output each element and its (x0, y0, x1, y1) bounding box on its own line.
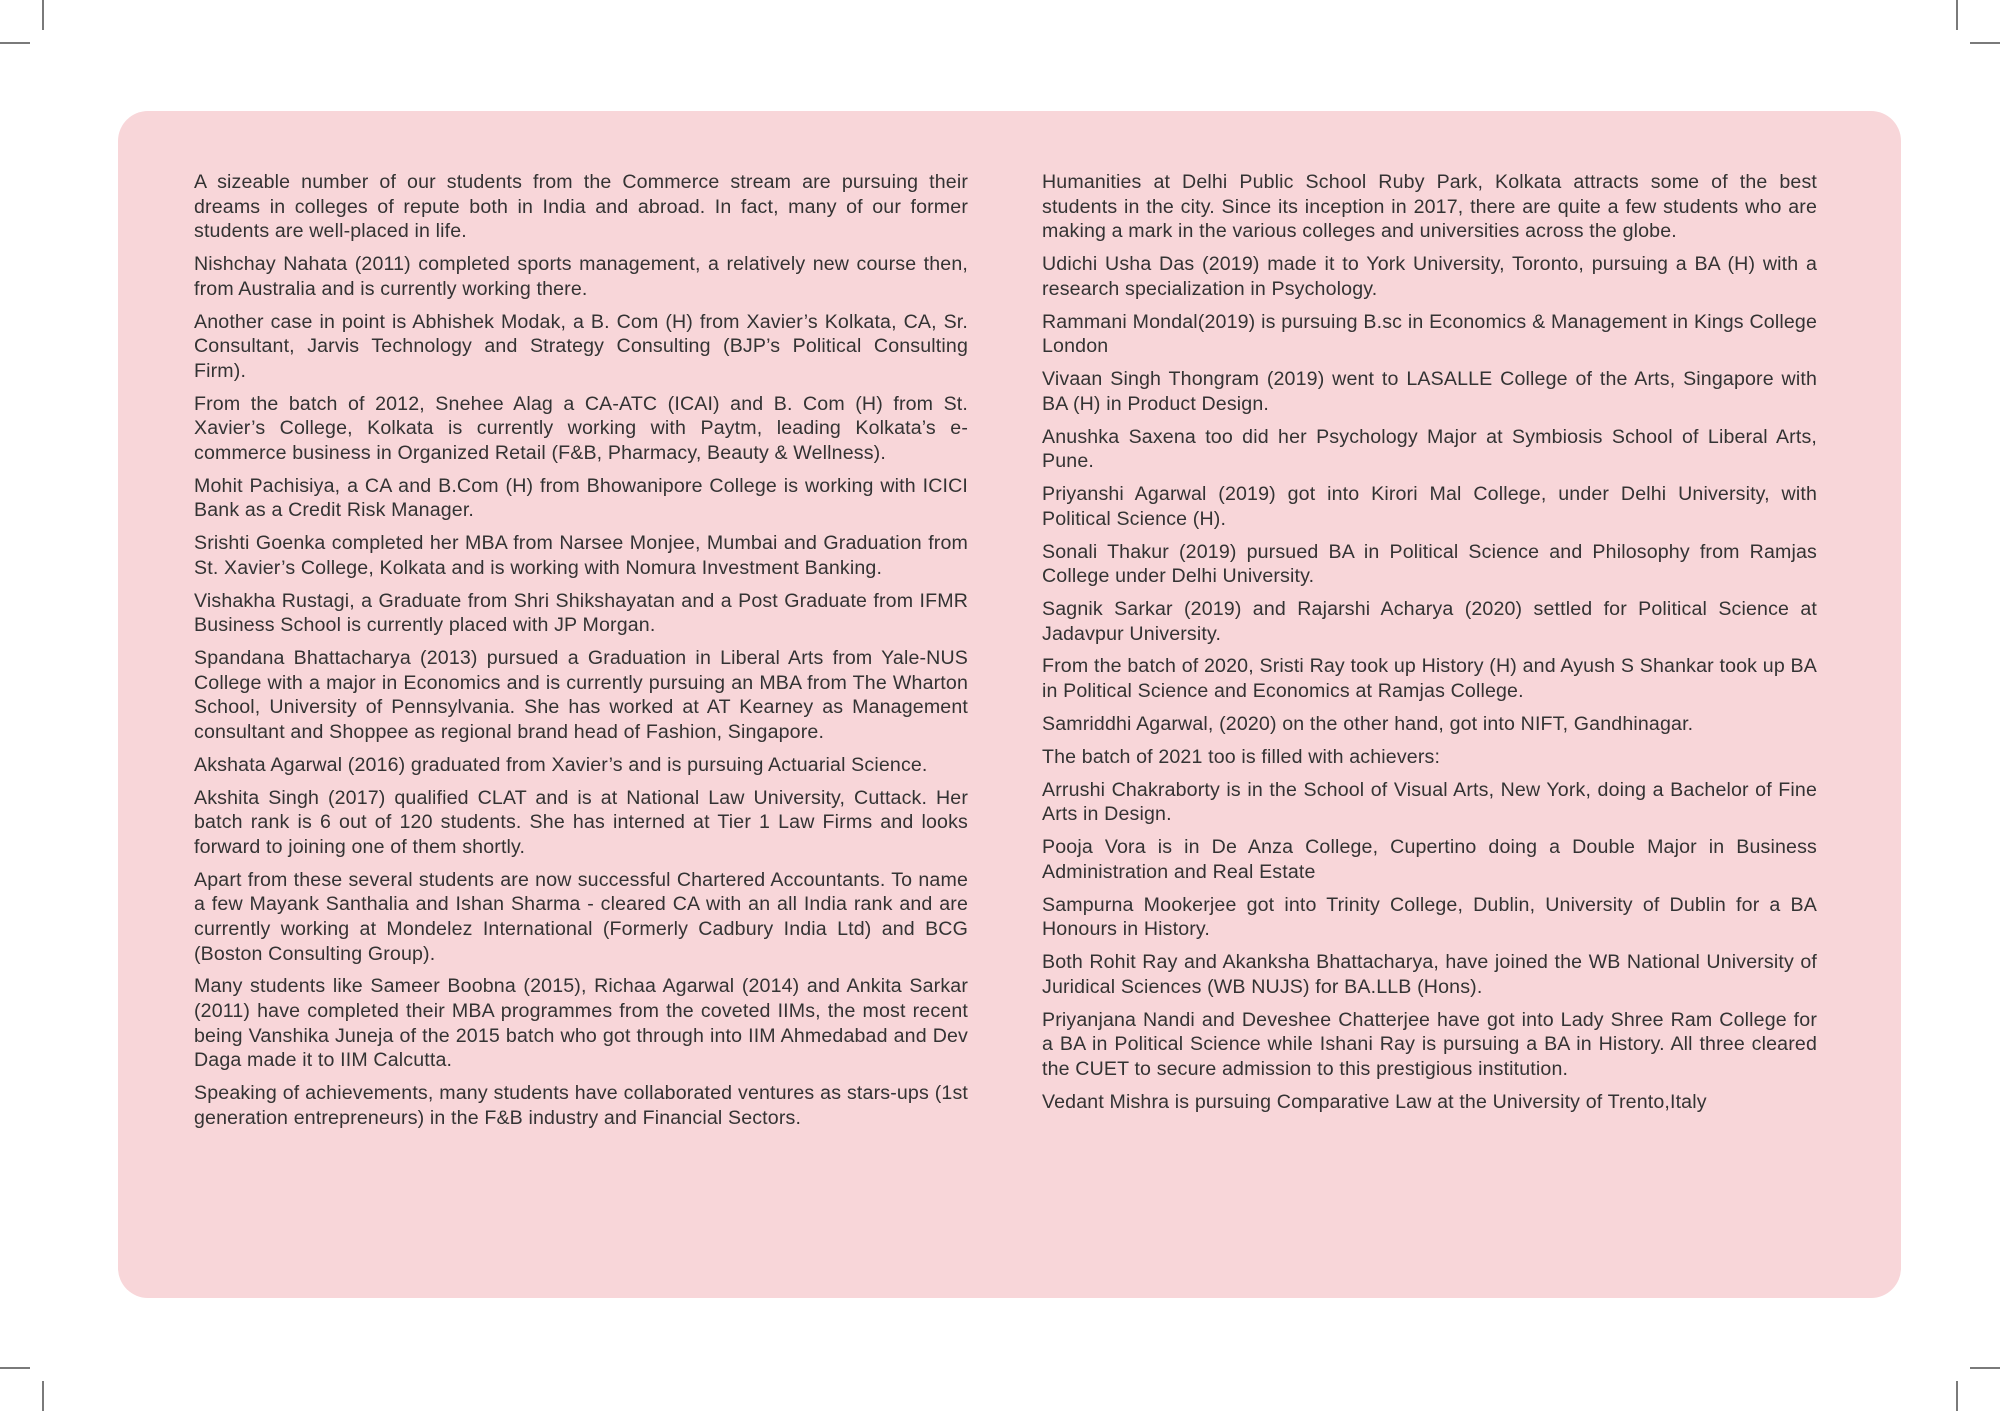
paragraph: Nishchay Nahata (2011) completed sports management, a relatively new course then, from Australia and is currently working there. (194, 253, 968, 300)
paragraph: Mohit Pachisiya, a CA and B.Com (H) from Bhowanipore College is working with ICICI Bank as a Credit Risk Manager. (194, 474, 968, 522)
crop-mark-bottom-left-horizontal (0, 1367, 30, 1369)
paragraph: Rammani Mondal(2019) is pursuing B.sc in Economics & Management in Kings College London (1042, 310, 1817, 358)
paragraph: From the batch of 2012, Snehee Alag a CA-ATC (ICAI) and B. Com (H) from St. Xavier’s College, Kolkata is currently working with Paytm, leading Kolkata’s e-commerce business in Organized Retail (F&B, Pharmacy, Beauty & Wellness). (194, 392, 968, 464)
crop-mark-bottom-left-vertical (42, 1381, 44, 1411)
paragraph: Akshita Singh (2017) qualified CLAT and is at National Law University, Cuttack. Her batch rank is 6 out of 120 students. She has interned at Tier 1 Law Firms and looks forward to joining one of them shortly. (194, 786, 968, 858)
paragraph: Akshata Agarwal (2016) graduated from Xavier’s and is pursuing Actuarial Science. (194, 753, 928, 776)
paragraph: Humanities at Delhi Public School Ruby Park, Kolkata attracts some of the best students in the city. Since its inception in 2017, there are quite a few students who are making a mark in the various colleges and universities across the globe. (1042, 171, 1817, 243)
paragraph: Arrushi Chakraborty is in the School of Visual Arts, New York, doing a Bachelor of Fine Arts in Design. (1042, 778, 1817, 826)
paragraph: Vedant Mishra is pursuing Comparative Law at the University of Trento,Italy (1042, 1090, 1707, 1113)
right-column (1042, 170, 1817, 1123)
paragraph: Srishti Goenka completed her MBA from Narsee Monjee, Mumbai and Graduation from St. Xavier’s College, Kolkata and is working with Nomura Investment Banking. (194, 532, 968, 579)
paragraph: Speaking of achievements, many students have collaborated ventures as stars-ups (1st generation entrepreneurs) in the F&B industry and Financial Sectors. (194, 1082, 968, 1129)
crop-mark-top-left-horizontal (0, 42, 30, 44)
paragraph: Vivaan Singh Thongram (2019) went to LASALLE College of the Arts, Singapore with BA (H) in Product Design. (1042, 368, 1817, 415)
paragraph: Priyanjana Nandi and Deveshee Chatterjee have got into Lady Shree Ram College for a BA in Political Science while Ishani Ray is pursuing a BA in History. All three cleared the CUET to secure admission to this prestigious institution. (1042, 1008, 1817, 1080)
paragraph: From the batch of 2020, Sristi Ray took up History (H) and Ayush S Shankar took up BA in Political Science and Economics at Ramjas College. (1042, 655, 1817, 703)
paragraph: Anushka Saxena too did her Psychology Major at Symbiosis School of Liberal Arts, Pune. (1042, 425, 1817, 473)
crop-mark-bottom-right-vertical (1956, 1381, 1958, 1411)
left-column (194, 170, 968, 1139)
paragraph: Both Rohit Ray and Akanksha Bhattacharya, have joined the WB National University of Juridical Sciences (WB NUJS) for BA.LLB (Hons). (1042, 951, 1817, 998)
paragraph: A sizeable number of our students from the Commerce stream are pursuing their dreams in colleges of repute both in India and abroad. In fact, many of our former students are well-placed in life. (194, 171, 968, 243)
paragraph: Sonali Thakur (2019) pursued BA in Political Science and Philosophy from Ramjas College under Delhi University. (1042, 540, 1817, 588)
paragraph: Samriddhi Agarwal, (2020) on the other hand, got into NIFT, Gandhinagar. (1042, 712, 1694, 735)
paragraph: Another case in point is Abhishek Modak, a B. Com (H) from Xavier’s Kolkata, CA, Sr. Consultant, Jarvis Technology and Strategy Consulting (BJP’s Political Consulting Firm). (194, 310, 968, 382)
paragraph: Spandana Bhattacharya (2013) pursued a Graduation in Liberal Arts from Yale-NUS College with a major in Economics and is currently pursuing an MBA from The Wharton School, University of Pennsylvania. She has worked at AT Kearney as Management consultant and Shoppee as regional brand head of Fashion, Singapore. (194, 647, 968, 743)
paragraph: Sagnik Sarkar (2019) and Rajarshi Acharya (2020) settled for Political Science at Jadavpur University. (1042, 597, 1817, 645)
crop-mark-top-left-vertical (42, 0, 44, 30)
paragraph: Sampurna Mookerjee got into Trinity College, Dublin, University of Dublin for a BA Honours in History. (1042, 893, 1817, 941)
crop-mark-top-right-vertical (1956, 0, 1958, 30)
paragraph: Udichi Usha Das (2019) made it to York University, Toronto, pursuing a BA (H) with a research specialization in Psychology. (1042, 253, 1817, 300)
paragraph: Vishakha Rustagi, a Graduate from Shri Shikshayatan and a Post Graduate from IFMR Business School is currently placed with JP Morgan. (194, 589, 968, 637)
paragraph: Many students like Sameer Boobna (2015), Richaa Agarwal (2014) and Ankita Sarkar (2011) have completed their MBA programmes from the coveted IIMs, the most recent being Vanshika Juneja of the 2015 batch who got through into IIM Ahmedabad and Dev Daga made it to IIM Calcutta. (194, 975, 968, 1072)
paragraph: The batch of 2021 too is filled with achievers: (1042, 745, 1441, 768)
crop-mark-top-right-horizontal (1970, 42, 2000, 44)
crop-mark-bottom-right-horizontal (1970, 1367, 2000, 1369)
paragraph: Apart from these several students are now successful Chartered Accountants. To name a few Mayank Santhalia and Ishan Sharma - cleared CA with an all India rank and are currently working at Mondelez International (Formerly Cadbury India Ltd) and BCG (Boston Consulting Group). (194, 868, 968, 965)
paragraph: Pooja Vora is in De Anza College, Cupertino doing a Double Major in Business Administration and Real Estate (1042, 836, 1817, 883)
paragraph: Priyanshi Agarwal (2019) got into Kirori Mal College, under Delhi University, with Political Science (H). (1042, 483, 1817, 530)
